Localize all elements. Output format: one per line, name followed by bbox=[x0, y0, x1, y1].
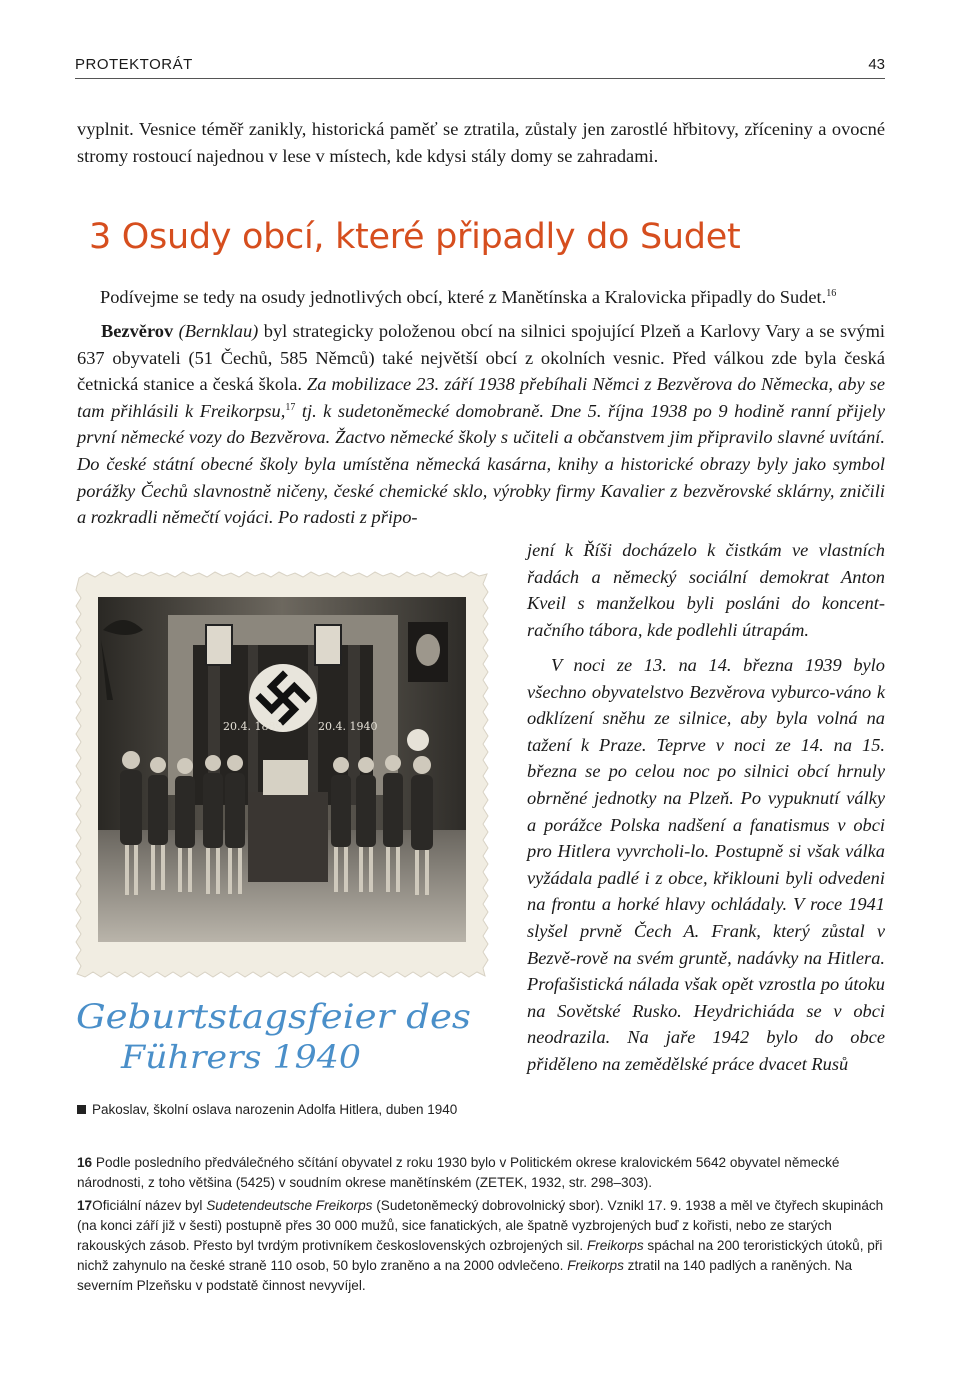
continuation-text: jení k Říši docházelo k čistkám ve vlastních řadách a německý sociální demokrat Anton Kveil s manželkou byli posláni do koncent-račního tábora, kde podlehli útrapám. bbox=[527, 540, 885, 640]
handwritten-line-2: Führers 1940 bbox=[119, 1038, 361, 1076]
footnote-italic: Sudetendeutsche Freikorps bbox=[206, 1198, 373, 1213]
footnote-text: spáchal na 200 teroristických útoků, při nichž zahynulo na české straně 110 osob, 50 bylo zraněno a na 2000 odvlečeno. bbox=[77, 1238, 883, 1273]
bezverov-italic-2: tj. k sudetoněmecké domobraně. Dne 5. října 1938 po 9 hodině ranní přijely první německé vozy do Bezvěrova. Žactvo německé školy s učiteli a občanstvem jim připravilo slavné uvítání. Do české státní obecné školy byla umístěna německá kasárna, knihy a historické obrazy byly jako symbol porážky Čechů slavnostně ničeny, české chemické sklo, výrobky firmy Kavalier z bezvěrovské sklárny, zničili a rozkradli němečtí vojáci. Po radosti z připo- bbox=[77, 400, 885, 528]
bezverov-text: byl strategicky položenou obcí na silnici spojující Plzeň a Karlovy Vary a se svými 637 obyvateli (51 Čechů, 585 Němců) také největší obcí z okolních vesnic. Před válkou zde byla česká četnická stanice a česká škola. bbox=[77, 321, 885, 395]
march-text: V noci ze 13. na 14. března 1939 bylo všechno obyvatelstvo Bezvěrova vyburco-váno k odklízení sněhu ze silnice, aby byla volná na tažení k Praze. Teprve v noci ze 14. na 15. března se po celou noc po silnici obcí hrnuly obrněné jednotky na Plzeň. Po vypuknutí války a porážce Polska nadšení a fanatismus v obci pro Hitlera vyvrcholi-lo. Postupně si však válka vyžádala padlé i z obce, křiklouni byli odvedeni na frontu a horké hlavy ochládaly. V roce 1941 slyšel prvně Čech A. Frank, který zůstal v Bezvě-rově na svém gruntě, nadávky na Hitlera. Profašistická nálada však opět vzrostla po útoku na Sovětské Rusko. Heydrichiáda se v obci neodrazila. Na jaře 1942 bylo do obce přiděleno na zemědělské práce dvacet Rusů bbox=[527, 655, 885, 1074]
footnote-number: 16 bbox=[77, 1155, 93, 1170]
paragraph-top: vyplnit. Vesnice téměř zanikly, historická paměť se ztratila, zůstaly jen zarostlé hřbitovy, zříceniny a ovocné stromy rostoucí najednou v lese v místech, kde kdysi stály domy se zahradami. bbox=[77, 119, 885, 166]
page-header bbox=[75, 56, 885, 79]
footnote-text: (Sudetoněmecký dobrovolnický sbor). Vznikl 17. 9. 1938 a měl ve čtyřech skupinách (na konci září již v šesti) postupně přes 30 000 mužů, sice fanatických, ale špatně vyzbrojených buď z kořisti, nebo ze starých rakouských zásob. Přesto byl tvrdým protivníkem československých ozbrojených sil. bbox=[77, 1198, 884, 1253]
running-title: PROTEKTORÁT bbox=[75, 56, 193, 73]
bezverov-continuation bbox=[527, 537, 885, 643]
footnote-italic: Freikorps bbox=[586, 1238, 644, 1253]
footnote-17 bbox=[77, 1196, 885, 1296]
banner-left-date: 20.4. 1889 bbox=[223, 720, 283, 733]
footnote-16 bbox=[77, 1153, 885, 1193]
footnote-text: Oficiální název byl bbox=[92, 1198, 207, 1213]
section-heading: 3 Osudy obcí, které připadly do Sudet bbox=[89, 217, 741, 257]
footnote-number: 17 bbox=[77, 1198, 93, 1213]
page-number: 43 bbox=[868, 56, 885, 73]
footnote-ref-17: 17 bbox=[285, 401, 296, 413]
intro-paragraph bbox=[100, 284, 885, 311]
village-name: Bezvěrov bbox=[101, 321, 174, 341]
handwritten-line-1: Geburtstagsfeier des bbox=[76, 997, 471, 1037]
historical-photo bbox=[73, 570, 491, 980]
photo-caption-text: Pakoslav, školní oslava narozenin Adolfa Hitlera, duben 1940 bbox=[92, 1102, 458, 1117]
bezverov-italic-1: Za mobilizace 23. září 1938 přebíhali Němci z Bezvěrova do Německa, aby se tam přihlásili k Freikorpsu, bbox=[77, 374, 885, 421]
footnote-italic: Freikorps bbox=[567, 1258, 624, 1273]
photo-caption bbox=[77, 1102, 457, 1117]
footnote-text: ztratil na 140 padlých a raněných. Na severním Plzeňsku v podstatě činnost nevyvíjel. bbox=[77, 1258, 853, 1293]
village-german-name: (Bernklau) bbox=[178, 321, 259, 341]
caption-bullet bbox=[77, 1105, 86, 1114]
handwritten-inscription bbox=[76, 990, 506, 1080]
footnote-ref-16: 16 bbox=[826, 287, 837, 299]
banner-right-date: 20.4. 1940 bbox=[318, 720, 378, 733]
march-paragraph bbox=[527, 652, 885, 1078]
footnote-text: Podle posledního předválečného sčítání obyvatel z roku 1930 bylo v Politickém okrese kralovickém 5642 obyvatel německé národnosti, z toho většina (5425) v soudním okrese manětínském (ZETEK, 1932, str. 298–303). bbox=[77, 1155, 840, 1190]
intro-text: Podívejme se tedy na osudy jednotlivých obcí, které z Manětínska a Kralovicka připadly do Sudet. bbox=[100, 287, 827, 307]
bezverov-paragraph bbox=[77, 318, 885, 531]
